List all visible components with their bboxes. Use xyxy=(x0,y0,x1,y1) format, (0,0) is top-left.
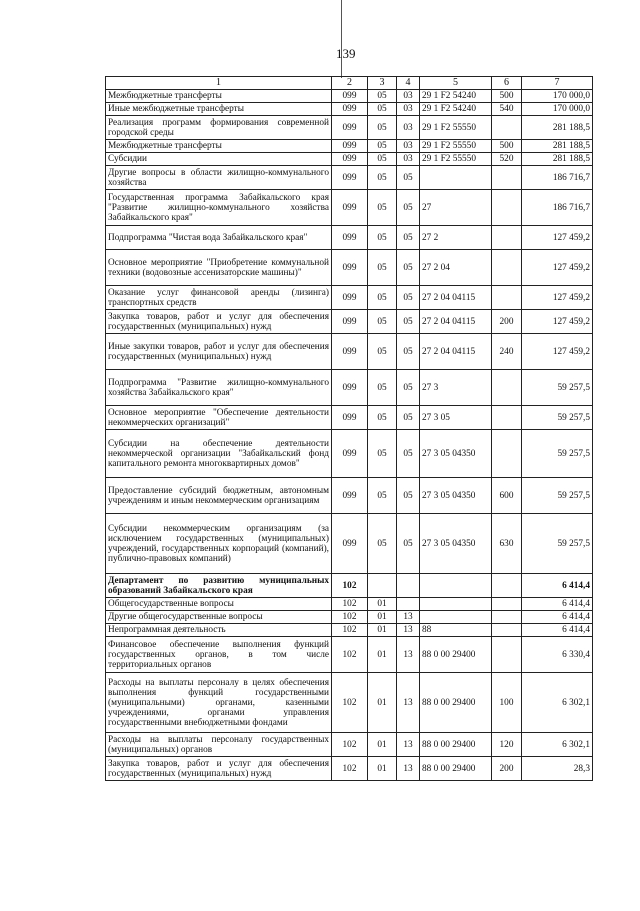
row-target-article xyxy=(420,574,492,598)
row-expense-type xyxy=(492,406,522,430)
row-amount: 127 459,2 xyxy=(522,250,593,286)
row-code: 099 xyxy=(332,166,368,190)
row-name: Субсидии некоммерческим организациям (за исключением государственных (муниципальных) учреждений, государственных корпораций (компаний), публично-правовых компаний) xyxy=(106,514,332,574)
row-amount: 6 414,4 xyxy=(522,598,593,611)
row-target-article: 27 2 04 xyxy=(420,250,492,286)
table-row xyxy=(106,103,593,116)
row-section: 05 xyxy=(368,514,397,574)
row-subsection: 03 xyxy=(397,153,420,166)
row-subsection: 05 xyxy=(397,406,420,430)
row-subsection: 05 xyxy=(397,370,420,406)
row-expense-type: 500 xyxy=(492,140,522,153)
row-name: Расходы на выплаты персоналу в целях обеспечения выполнения функций государственными (муниципальными) органами, казенными учреждениями, органами управления государственными внебюджетными фондами xyxy=(106,673,332,733)
row-section: 05 xyxy=(368,226,397,250)
row-target-article xyxy=(420,611,492,624)
row-code: 099 xyxy=(332,153,368,166)
row-expense-type xyxy=(492,574,522,598)
row-code: 099 xyxy=(332,334,368,370)
row-expense-type: 500 xyxy=(492,90,522,103)
row-target-article: 27 3 xyxy=(420,370,492,406)
row-expense-type xyxy=(492,250,522,286)
row-target-article xyxy=(420,166,492,190)
row-section: 05 xyxy=(368,166,397,190)
row-amount: 281 188,5 xyxy=(522,116,593,140)
row-amount: 186 716,7 xyxy=(522,166,593,190)
row-subsection: 13 xyxy=(397,637,420,673)
table-row xyxy=(106,116,593,140)
row-target-article: 27 3 05 04350 xyxy=(420,514,492,574)
row-name: Закупка товаров, работ и услуг для обеспечения государственных (муниципальных) нужд xyxy=(106,310,332,334)
row-target-article: 29 1 F2 55550 xyxy=(420,140,492,153)
row-code: 099 xyxy=(332,370,368,406)
row-name: Межбюджетные трансферты xyxy=(106,90,332,103)
row-subsection: 05 xyxy=(397,334,420,370)
row-expense-type xyxy=(492,637,522,673)
table-row xyxy=(106,334,593,370)
row-name: Иные закупки товаров, работ и услуг для обеспечения государственных (муниципальных) нужд xyxy=(106,334,332,370)
row-name: Другие общегосударственные вопросы xyxy=(106,611,332,624)
row-amount: 6 414,4 xyxy=(522,624,593,637)
row-amount: 127 459,2 xyxy=(522,334,593,370)
row-expense-type: 520 xyxy=(492,153,522,166)
row-expense-type: 540 xyxy=(492,103,522,116)
row-section: 05 xyxy=(368,334,397,370)
row-amount: 281 188,5 xyxy=(522,140,593,153)
table-row xyxy=(106,406,593,430)
table-row xyxy=(106,514,593,574)
row-section: 01 xyxy=(368,637,397,673)
row-subsection xyxy=(397,598,420,611)
row-target-article: 88 0 00 29400 xyxy=(420,733,492,757)
row-amount: 127 459,2 xyxy=(522,310,593,334)
row-name: Финансовое обеспечение выполнения функций государственных органов, в том числе территориальных органов xyxy=(106,637,332,673)
row-name: Другие вопросы в области жилищно-коммунального хозяйства xyxy=(106,166,332,190)
row-target-article: 27 3 05 04350 xyxy=(420,430,492,478)
row-amount: 127 459,2 xyxy=(522,226,593,250)
row-expense-type: 200 xyxy=(492,757,522,781)
row-name: Оказание услуг финансовой аренды (лизинга) транспортных средств xyxy=(106,286,332,310)
row-expense-type xyxy=(492,624,522,637)
row-subsection: 05 xyxy=(397,226,420,250)
row-code: 102 xyxy=(332,598,368,611)
row-subsection: 13 xyxy=(397,624,420,637)
row-subsection: 05 xyxy=(397,478,420,514)
row-target-article: 27 3 05 04350 xyxy=(420,478,492,514)
header-cell: 5 xyxy=(420,77,492,90)
row-section: 01 xyxy=(368,611,397,624)
table-row xyxy=(106,757,593,781)
row-subsection: 03 xyxy=(397,90,420,103)
row-code: 099 xyxy=(332,286,368,310)
table-row xyxy=(106,598,593,611)
row-amount: 59 257,5 xyxy=(522,478,593,514)
table-row xyxy=(106,286,593,310)
row-subsection: 05 xyxy=(397,430,420,478)
row-name: Непрограммная деятельность xyxy=(106,624,332,637)
row-code: 099 xyxy=(332,226,368,250)
row-section: 01 xyxy=(368,624,397,637)
row-code: 099 xyxy=(332,514,368,574)
row-name: Субсидии xyxy=(106,153,332,166)
table-row xyxy=(106,190,593,226)
row-name: Предоставление субсидий бюджетным, автономным учреждениям и иным некоммерческим организациям xyxy=(106,478,332,514)
table-row xyxy=(106,611,593,624)
row-subsection: 05 xyxy=(397,310,420,334)
row-code: 099 xyxy=(332,250,368,286)
row-subsection: 05 xyxy=(397,166,420,190)
table-row xyxy=(106,310,593,334)
row-target-article: 29 1 F2 54240 xyxy=(420,103,492,116)
row-amount: 170 000,0 xyxy=(522,90,593,103)
row-expense-type xyxy=(492,286,522,310)
header-cell: 1 xyxy=(106,77,332,90)
table-row xyxy=(106,370,593,406)
row-expense-type: 630 xyxy=(492,514,522,574)
row-section: 05 xyxy=(368,103,397,116)
row-target-article: 88 0 00 29400 xyxy=(420,637,492,673)
row-code: 102 xyxy=(332,624,368,637)
row-target-article: 88 0 00 29400 xyxy=(420,673,492,733)
row-section: 05 xyxy=(368,430,397,478)
row-name: Подпрограмма "Развитие жилищно-коммунального хозяйства Забайкальского края" xyxy=(106,370,332,406)
row-section: 01 xyxy=(368,598,397,611)
row-code: 102 xyxy=(332,611,368,624)
row-amount: 6 302,1 xyxy=(522,673,593,733)
row-code: 102 xyxy=(332,574,368,598)
table-row xyxy=(106,153,593,166)
table-row xyxy=(106,140,593,153)
row-target-article: 88 xyxy=(420,624,492,637)
table-row xyxy=(106,166,593,190)
row-amount: 186 716,7 xyxy=(522,190,593,226)
row-amount: 59 257,5 xyxy=(522,370,593,406)
row-amount: 170 000,0 xyxy=(522,103,593,116)
row-name: Иные межбюджетные трансферты xyxy=(106,103,332,116)
header-cell: 6 xyxy=(492,77,522,90)
row-code: 099 xyxy=(332,116,368,140)
row-section: 01 xyxy=(368,673,397,733)
row-amount: 59 257,5 xyxy=(522,430,593,478)
row-code: 102 xyxy=(332,733,368,757)
row-code: 099 xyxy=(332,103,368,116)
row-amount: 281 188,5 xyxy=(522,153,593,166)
table-row xyxy=(106,478,593,514)
row-section: 01 xyxy=(368,757,397,781)
row-name: Департамент по развитию муниципальных образований Забайкальского края xyxy=(106,574,332,598)
row-amount: 127 459,2 xyxy=(522,286,593,310)
row-section xyxy=(368,574,397,598)
header-row xyxy=(106,77,593,90)
row-target-article: 29 1 F2 55550 xyxy=(420,116,492,140)
page-number: 139 xyxy=(336,46,356,61)
row-subsection: 13 xyxy=(397,673,420,733)
row-target-article: 88 0 00 29400 xyxy=(420,757,492,781)
header-cell: 3 xyxy=(368,77,397,90)
table-row xyxy=(106,673,593,733)
row-expense-type xyxy=(492,190,522,226)
row-code: 102 xyxy=(332,757,368,781)
row-target-article: 27 xyxy=(420,190,492,226)
row-target-article: 27 2 04 04115 xyxy=(420,286,492,310)
row-section: 05 xyxy=(368,478,397,514)
row-code: 102 xyxy=(332,673,368,733)
row-code: 099 xyxy=(332,406,368,430)
row-target-article xyxy=(420,598,492,611)
row-expense-type xyxy=(492,611,522,624)
row-target-article: 27 2 xyxy=(420,226,492,250)
row-target-article: 27 2 04 04115 xyxy=(420,310,492,334)
row-code: 099 xyxy=(332,90,368,103)
row-expense-type: 100 xyxy=(492,673,522,733)
row-code: 102 xyxy=(332,637,368,673)
row-name: Общегосударственные вопросы xyxy=(106,598,332,611)
header-cell: 7 xyxy=(522,77,593,90)
row-section: 05 xyxy=(368,286,397,310)
row-expense-type: 240 xyxy=(492,334,522,370)
row-code: 099 xyxy=(332,190,368,226)
row-amount: 59 257,5 xyxy=(522,514,593,574)
row-amount: 6 330,4 xyxy=(522,637,593,673)
row-expense-type xyxy=(492,226,522,250)
row-target-article: 29 1 F2 55550 xyxy=(420,153,492,166)
header-cell: 2 xyxy=(332,77,368,90)
row-code: 099 xyxy=(332,478,368,514)
row-subsection: 13 xyxy=(397,757,420,781)
row-section: 05 xyxy=(368,406,397,430)
row-subsection xyxy=(397,574,420,598)
row-expense-type: 600 xyxy=(492,478,522,514)
row-subsection: 13 xyxy=(397,733,420,757)
row-amount: 6 414,4 xyxy=(522,611,593,624)
row-name: Субсидии на обеспечение деятельности некоммерческой организации "Забайкальский фонд капитального ремонта многоквартирных домов" xyxy=(106,430,332,478)
table-row xyxy=(106,733,593,757)
table-row xyxy=(106,637,593,673)
row-section: 05 xyxy=(368,250,397,286)
row-target-article: 29 1 F2 54240 xyxy=(420,90,492,103)
row-code: 099 xyxy=(332,430,368,478)
table-row xyxy=(106,574,593,598)
row-expense-type xyxy=(492,430,522,478)
row-section: 05 xyxy=(368,153,397,166)
row-section: 01 xyxy=(368,733,397,757)
row-expense-type xyxy=(492,116,522,140)
row-name: Закупка товаров, работ и услуг для обеспечения государственных (муниципальных) нужд xyxy=(106,757,332,781)
row-section: 05 xyxy=(368,90,397,103)
row-amount: 28,3 xyxy=(522,757,593,781)
row-target-article: 27 3 05 xyxy=(420,406,492,430)
row-name: Основное мероприятие "Приобретение коммунальной техники (водовозные ассенизаторские машины)" xyxy=(106,250,332,286)
table-row xyxy=(106,624,593,637)
budget-table xyxy=(105,76,593,781)
row-subsection: 05 xyxy=(397,250,420,286)
row-section: 05 xyxy=(368,116,397,140)
row-name: Государственная программа Забайкальского края "Развитие жилищно-коммунального хозяйства Забайкальского края" xyxy=(106,190,332,226)
row-subsection: 05 xyxy=(397,514,420,574)
row-expense-type: 120 xyxy=(492,733,522,757)
header-cell: 4 xyxy=(397,77,420,90)
row-subsection: 05 xyxy=(397,286,420,310)
row-subsection: 13 xyxy=(397,611,420,624)
row-amount: 6 414,4 xyxy=(522,574,593,598)
row-section: 05 xyxy=(368,140,397,153)
row-amount: 59 257,5 xyxy=(522,406,593,430)
row-name: Реализация программ формирования современной городской среды xyxy=(106,116,332,140)
row-name: Расходы на выплаты персоналу государственных (муниципальных) органов xyxy=(106,733,332,757)
row-name: Основное мероприятие "Обеспечение деятельности некоммерческих организаций" xyxy=(106,406,332,430)
table-row xyxy=(106,90,593,103)
table-row xyxy=(106,430,593,478)
row-name: Подпрограмма "Чистая вода Забайкальского края" xyxy=(106,226,332,250)
row-amount: 6 302,1 xyxy=(522,733,593,757)
row-subsection: 03 xyxy=(397,103,420,116)
table-row xyxy=(106,250,593,286)
row-target-article: 27 2 04 04115 xyxy=(420,334,492,370)
row-subsection: 05 xyxy=(397,190,420,226)
row-expense-type xyxy=(492,370,522,406)
row-expense-type xyxy=(492,598,522,611)
row-expense-type: 200 xyxy=(492,310,522,334)
row-subsection: 03 xyxy=(397,116,420,140)
row-expense-type xyxy=(492,166,522,190)
row-section: 05 xyxy=(368,370,397,406)
row-subsection: 03 xyxy=(397,140,420,153)
table-row xyxy=(106,226,593,250)
row-code: 099 xyxy=(332,310,368,334)
row-name: Межбюджетные трансферты xyxy=(106,140,332,153)
row-code: 099 xyxy=(332,140,368,153)
row-section: 05 xyxy=(368,310,397,334)
scan-fold-line xyxy=(341,0,342,78)
row-section: 05 xyxy=(368,190,397,226)
